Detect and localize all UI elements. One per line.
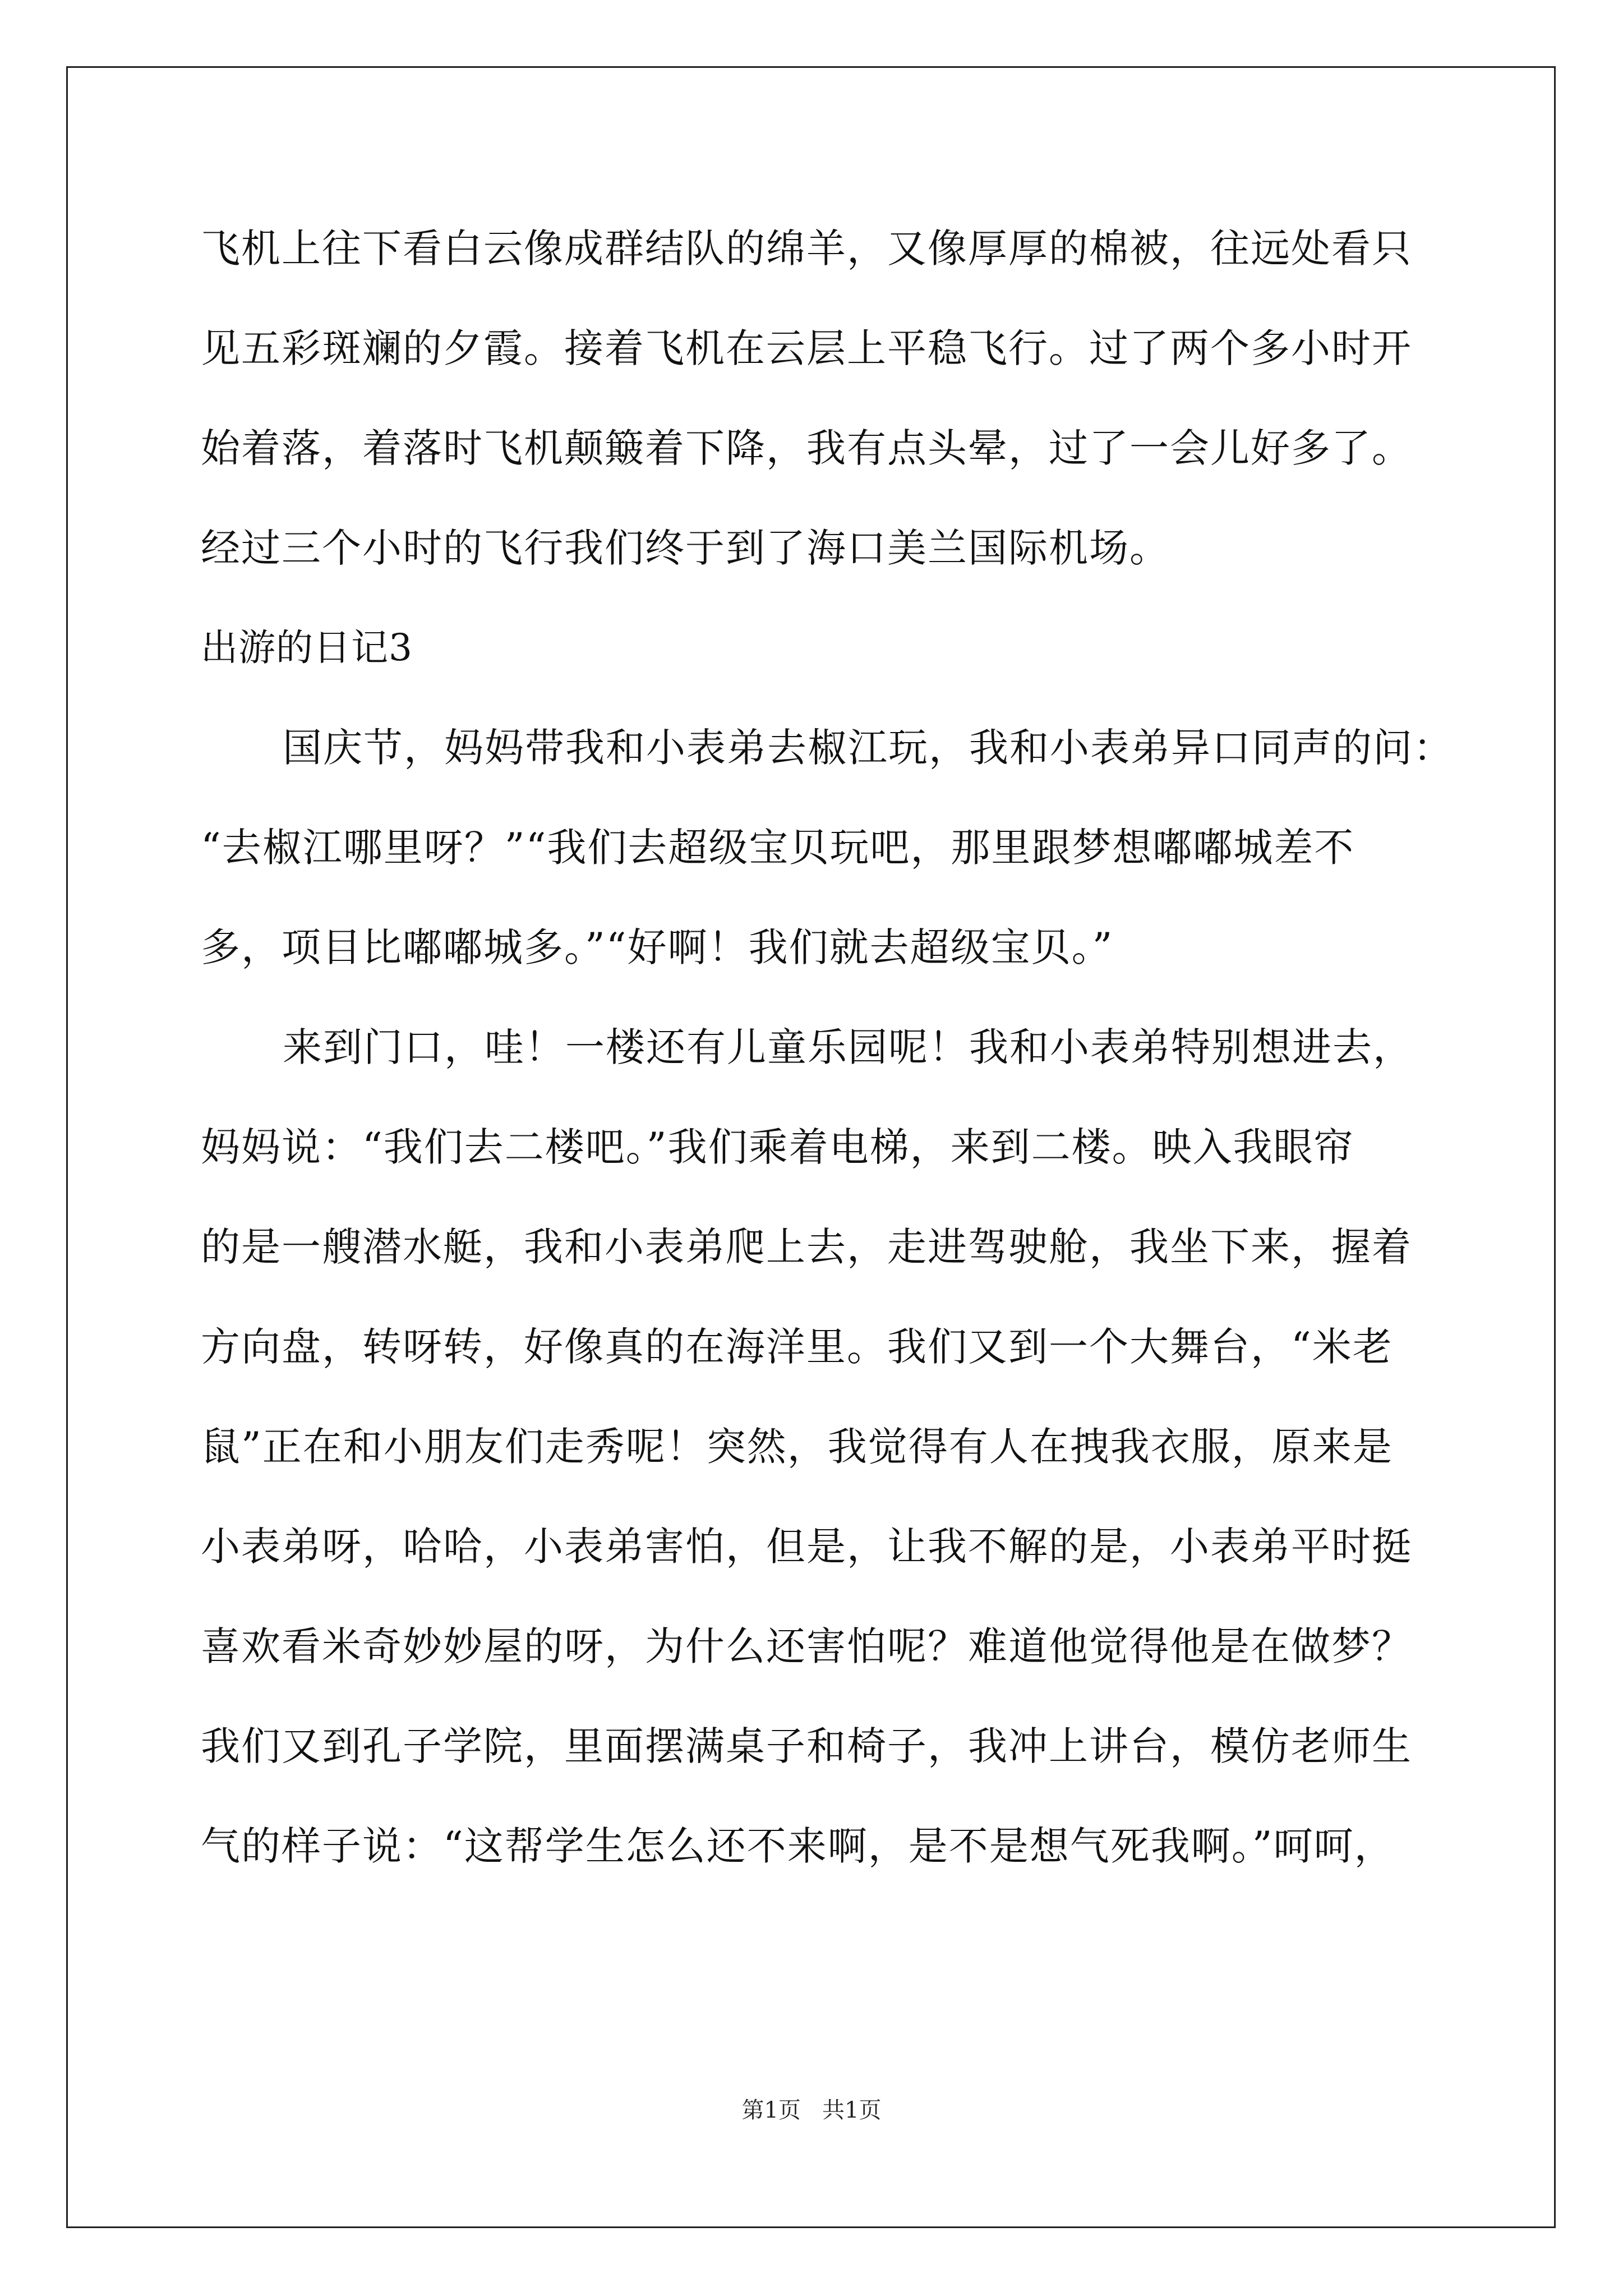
text-line: 喜欢看米奇妙妙屋的呀，为什么还害怕呢？难道他觉得他是在做梦？ — [201, 1623, 1412, 1669]
section-heading: 出游的日记3 — [201, 626, 413, 669]
text-line: 方向盘，转呀转，好像真的在海洋里。我们又到一个大舞台，“米老 — [201, 1324, 1393, 1370]
paragraph-start-line: 来到门口，哇！一楼还有儿童乐园呢！我和小表弟特别想进去， — [283, 1024, 1413, 1070]
text-line: “去椒江哪里呀？”“我们去超级宝贝玩吧，那里跟梦想嘟嘟城差不 — [201, 825, 1355, 871]
text-line: 多，项目比嘟嘟城多。”“好啊！我们就去超级宝贝。” — [201, 924, 1114, 970]
document-body — [201, 209, 1454, 1906]
text-line: 鼠”正在和小朋友们走秀呢！突然，我觉得有人在拽我衣服，原来是 — [201, 1424, 1393, 1470]
page-number-footer: 第1页 共1页 — [741, 2097, 882, 2123]
text-line: 见五彩斑斓的夕霞。接着飞机在云层上平稳飞行。过了两个多小时开 — [201, 325, 1412, 371]
text-line: 飞机上往下看白云像成群结队的绵羊，又像厚厚的棉被，往远处看只 — [201, 226, 1412, 272]
text-line: 的是一艘潜水艇，我和小表弟爬上去，走进驾驶舱，我坐下来，握着 — [201, 1224, 1412, 1270]
text-line: 我们又到孔子学院，里面摆满桌子和椅子，我冲上讲台，模仿老师生 — [201, 1723, 1412, 1769]
text-line: 始着落，着落时飞机颠簸着下降，我有点头晕，过了一会儿好多了。 — [201, 425, 1412, 471]
paragraph-start-line: 国庆节，妈妈带我和小表弟去椒江玩，我和小表弟异口同声的问： — [283, 725, 1454, 771]
text-line: 经过三个小时的飞行我们终于到了海口美兰国际机场。 — [201, 525, 1170, 571]
text-line: 妈妈说：“我们去二楼吧。”我们乘着电梯，来到二楼。映入我眼帘 — [201, 1124, 1354, 1170]
text-line: 小表弟呀，哈哈，小表弟害怕，但是，让我不解的是，小表弟平时挺 — [201, 1524, 1412, 1570]
text-line: 气的样子说：“这帮学生怎么还不来啊，是不是想气死我啊。”呵呵， — [201, 1823, 1395, 1869]
